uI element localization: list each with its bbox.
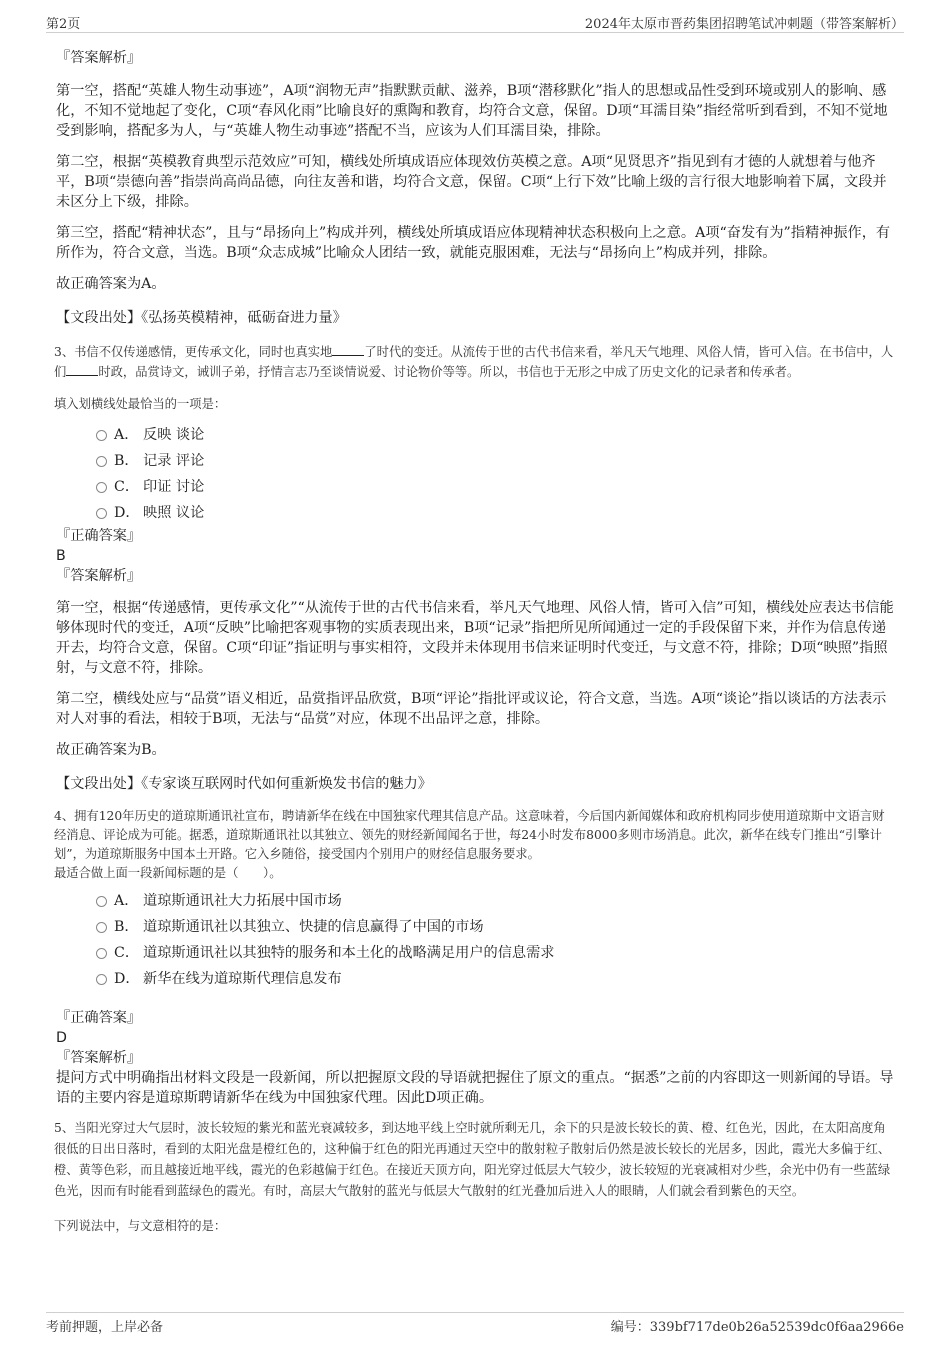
radio-icon[interactable] [96, 482, 107, 493]
q4-options [56, 888, 896, 992]
q2-analysis-p1: 第一空，搭配“英雄人物生动事迹”，A项“润物无声”指默默贡献、滋养，B项“潜移默化”指人的思想或品性受到环境或别人的影响、感化，不知不觉地起了变化，C项“春风化雨”比喻良好的熏陶和教育，均符合文意，保留。D项“耳濡目染”指经常听到看到，不知不觉地受到影响，搭配多为人，与“英雄人物生动事迹”搭配不当，应该为人们耳濡目染，排除。 [56, 83, 888, 139]
document-code: 编号：339bf717de0b26a52539dc0f6aa2966e [610, 1320, 904, 1335]
radio-icon[interactable] [96, 896, 107, 907]
q3-options [56, 422, 896, 526]
answer-blank [332, 343, 364, 356]
correct-answer: B [56, 548, 66, 564]
q5-prompt: 下列说法中，与文意相符的是： [54, 1219, 227, 1233]
analysis-tag: 『答案解析』 [56, 1050, 142, 1066]
page-header [46, 10, 904, 33]
page-footer [46, 1312, 904, 1335]
document-title: 2024年太原市晋药集团招聘笔试冲刺题（带答案解析） [584, 17, 904, 32]
q3-stem: 3、书信不仅传递感情，更传承文化，同时也真实地 了时代的变迁。从流传于世的古代书信来看，举凡天气地理、风俗人情，皆可入信。在书信中，人们 时政，品赏诗文，诫训子弟，抒情言志乃至谈情说爱、讨论物价等等。所以，书信也于无形之中成了历史文化的记录者和传承者。 [54, 345, 894, 379]
option-d[interactable]: D． 映照 议论 [56, 500, 896, 526]
correct-answer-tag: 『正确答案』 [56, 528, 142, 544]
radio-icon[interactable] [96, 948, 107, 959]
footer-slogan: 考前押题，上岸必备 [46, 1320, 164, 1335]
q3-prompt: 填入划横线处最恰当的一项是： [54, 397, 227, 411]
q2-analysis-p2: 第二空，根据“英模教育典型示范效应”可知，横线处所填成语应体现效仿英模之意。A项“见贤思齐”指见到有才德的人就想着与他齐平，B项“崇德向善”指崇尚高尚品德，向往友善和谐，均符合文意，保留。C项“上行下效”比喻上级的言行很大地影响着下属，文段并未区分上下级，排除。 [56, 154, 887, 210]
q2-source [56, 308, 896, 328]
source-tag: 【文段出处】 [56, 776, 142, 792]
page-number: 第2页 [46, 17, 81, 32]
option-c[interactable]: C． 道琼斯通讯社以其独特的服务和本土化的战略满足用户的信息需求 [56, 940, 896, 966]
q3-conclusion: 故正确答案为B。 [56, 742, 166, 758]
option-b[interactable]: B． 记录 评论 [56, 448, 896, 474]
correct-answer: D [56, 1030, 67, 1046]
q4-analysis: 提问方式中明确指出材料文段是一段新闻，所以把握原文段的导语就把握住了原文的重点。“据悉”之前的内容即这一则新闻的导语。导语的主要内容是道琼斯聘请新华在线为中国独家代理。因此D项正确。 [56, 1070, 894, 1106]
radio-icon[interactable] [96, 508, 107, 519]
option-d[interactable]: D． 新华在线为道琼斯代理信息发布 [56, 966, 896, 992]
q3-source [56, 774, 896, 794]
q4-stem: 4、拥有120年历史的道琼斯通讯社宣布，聘请新华在线在中国独家代理其信息产品。这意味着，今后国内新闻媒体和政府机构同步使用道琼斯中文语言财经消息、评论成为可能。据悉，道琼斯通讯社以其独立、领先的财经新闻闻名于世，每24小时发布8000多则市场消息。此次，新华在线专门推出“引擎计划”，为道琼斯服务中国本土开路。它入乡随俗，接受国内个别用户的财经信息服务要求。 [54, 809, 885, 861]
q3-analysis-p1: 第一空，根据“传递感情，更传承文化”“从流传于世的古代书信来看，举凡天气地理、风俗人情，皆可入信”可知，横线处应表达书信能够体现时代的变迁，A项“反映”比喻把客观事物的实质表现出来，B项“记录”指把所见所闻通过一定的手段保留下来，并作为信息传递开去，均符合文意，保留。C项“印证”指证明与事实相符，文段并未体现用书信来证明时代变迁，与文意不符，排除；D项“映照”指照射，与文意不符，排除。 [56, 600, 894, 676]
correct-answer-tag: 『正确答案』 [56, 1010, 142, 1026]
q4-prompt: 最适合做上面一段新闻标题的是（ ）。 [54, 866, 282, 880]
analysis-tag: 『答案解析』 [56, 50, 142, 66]
source-title: 《专家谈互联网时代如何重新焕发书信的魅力》 [141, 776, 432, 792]
option-a[interactable]: A． 反映 谈论 [56, 422, 896, 448]
q2-analysis-p3: 第三空，搭配“精神状态”，且与“昂扬向上”构成并列，横线处所填成语应体现精神状态积极向上之意。A项“奋发有为”指精神振作，有所作为，符合文意，当选。B项“众志成城”比喻众人团结一致，就能克服困难，无法与“昂扬向上”构成并列，排除。 [56, 225, 891, 261]
source-title: 《弘扬英模精神，砥砺奋进力量》 [141, 310, 347, 326]
option-a[interactable]: A． 道琼斯通讯社大力拓展中国市场 [56, 888, 896, 914]
document-body [56, 46, 896, 1236]
radio-icon[interactable] [96, 974, 107, 985]
source-tag: 【文段出处】 [56, 310, 142, 326]
radio-icon[interactable] [96, 430, 107, 441]
answer-blank [66, 363, 98, 376]
q3-analysis-p2: 第二空，横线处应与“品赏”语义相近，品赏指评品欣赏，B项“评论”指批评或议论，符合文意，当选。A项“谈论”指以谈话的方法表示对人对事的看法，相较于B项，无法与“品赏”对应，体现不出品评之意，排除。 [56, 691, 887, 727]
analysis-tag: 『答案解析』 [56, 568, 142, 584]
radio-icon[interactable] [96, 922, 107, 933]
option-b[interactable]: B． 道琼斯通讯社以其独立、快捷的信息赢得了中国的市场 [56, 914, 896, 940]
q5-stem: 5、当阳光穿过大气层时，波长较短的紫光和蓝光衰减较多，到达地平线上空时就所剩无几，余下的只是波长较长的黄、橙、红色光，因此，在太阳高度角很低的日出日落时，看到的太阳光盘是橙红色的，这种偏于红色的阳光再通过天空中的散射粒子散射后仍然是波长较长的光居多，因此，霞光大多偏于红、橙、黄等色彩，而且越接近地平线，霞光的色彩越偏于红色。在接近天顶方向，阳光穿过低层大气较少，波长较短的光衰减相对少些，余光中仍有一些蓝绿色光，因而有时能看到蓝绿色的霞光。有时，高层大气散射的蓝光与低层大气散射的红光叠加后进入人的眼睛，人们就会看到紫色的天空。 [54, 1121, 891, 1198]
q2-conclusion: 故正确答案为A。 [56, 276, 166, 292]
radio-icon[interactable] [96, 456, 107, 467]
option-c[interactable]: C． 印证 讨论 [56, 474, 896, 500]
